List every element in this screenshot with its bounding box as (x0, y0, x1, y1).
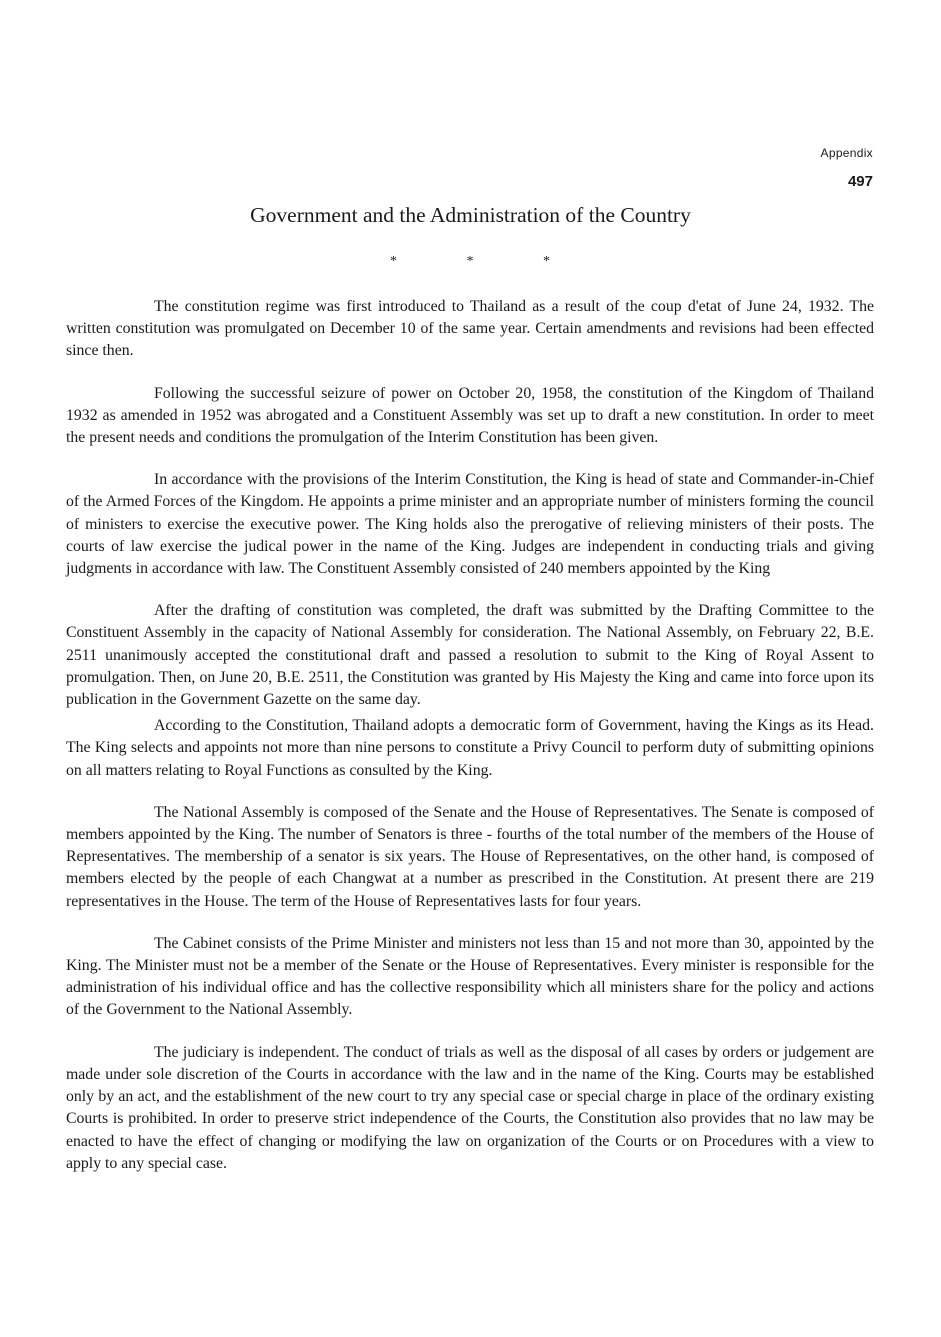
section-separator (390, 254, 550, 270)
page-number: 497 (847, 173, 873, 190)
separator-star: * (543, 254, 550, 269)
paragraph-drafting: After the drafting of constitution was completed, the draft was submitted by the Drafting Committee to the Constituent Assembly in the capacity of National Assembly for consideration. The National Assembly, on February 22, B.E. 2511 unanimously accepted the constitutional draft and passed a resolution to submit to the King of Royal Assent to promulgation. Then, on June 20, B.E. 2511, the Constitution was granted by His Majesty the King and came into force upon its publication in the Government Gazette on the same day. (66, 602, 874, 709)
paragraph-constitution-introduced: The constitution regime was first introduced to Thailand as a result of the coup d'etat of June 24, 1932. The written constitution was promulgated on December 10 of the same year. Certain amendments and revisions had been effected since then. (66, 298, 874, 360)
separator-star: * (390, 254, 397, 269)
paragraph-seizure-of-power: Following the successful seizure of power on October 20, 1958, the constitution of the Kingdom of Thailand 1932 as amended in 1952 was abrogated and a Constituent Assembly was set up to draft a new constitution. In order to meet the present needs and conditions the promulgation of the Interim Constitution has been given. (66, 384, 874, 447)
separator-star: * (466, 254, 474, 269)
paragraph-interim-constitution: In accordance with the provisions of the Interim Constitution, the King is head of state and Commander-in-Chief of the Armed Forces of the Kingdom. He appoints a prime minister and an appropriate number of ministers forming the council of ministers to exercise the executive power. The King holds also the prerogative of relieving ministers of their posts. The courts of law exercise the judical power in the name of the King. Judges are independent in conducting trials and giving judgments in accordance with law. The Constituent Assembly consisted of 240 members appointed by the King (66, 471, 874, 578)
page-title: Government and the Administration of the Country (250, 203, 691, 227)
body-text (66, 296, 874, 1175)
paragraph-judiciary: The judiciary is independent. The conduct of trials as well as the disposal of all cases by orders or judgement are made under sole discretion of the Courts in accordance with the law and in the name of the King. Courts may be established only by an act, and the establishment of the new court to try any special case or special charge in place of the ordinary existing Courts is prohibited. In order to preserve strict independence of the Courts, the Constitution also provides that no law may be enacted to have the effect of changing or modifying the law on organization of the Courts or on Procedures with a view to apply to any special case. (66, 1043, 874, 1172)
running-head: Appendix (820, 146, 873, 160)
paragraph-national-assembly: The National Assembly is composed of the Senate and the House of Representatives. The Senate is composed of members appointed by the King. The number of Senators is three - fourths of the total number of the members of the House of Representatives. The membership of a senator is six years. The House of Representatives, on the other hand, is composed of members elected by the people of each Changwat at a number as prescribed in the Constitution. At present there are 219 representatives in the House. The term of the House of Representatives lasts for four years. (66, 803, 874, 910)
paragraph-democratic-form: According to the Constitution, Thailand adopts a democratic form of Government, having the Kings as its Head. The King selects and appoints not more than nine persons to constitute a Privy Council to perform duty of submitting opinions on all matters relating to Royal Functions as consulted by the King. (66, 717, 874, 779)
paragraph-cabinet: The Cabinet consists of the Prime Minister and ministers not less than 15 and not more than 30, appointed by the King. The Minister must not be a member of the Senate or the House of Representatives. Every minister is responsible for the administration of his individual office and has the collective responsibility which all ministers share for the policy and actions of the Government to the National Assembly. (66, 934, 874, 1019)
